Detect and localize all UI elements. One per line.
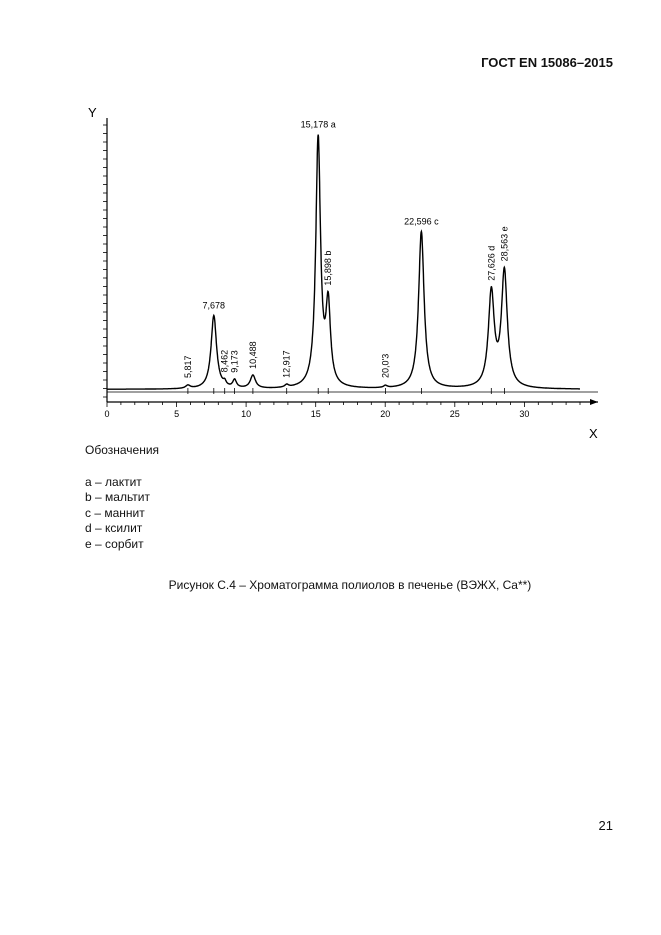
peak-label: 7,678 xyxy=(202,300,226,311)
x-tick-label: 20 xyxy=(380,409,391,419)
peak-label: 8,462 xyxy=(219,349,230,373)
x-tick-label: 30 xyxy=(519,409,530,419)
x-axis-ticks xyxy=(104,402,580,419)
figure-caption: Рисунок С.4 – Хроматограмма полиолов в печенье (ВЭЖХ, Ca**) xyxy=(168,578,532,592)
x-tick-label: 15 xyxy=(310,409,321,419)
x-axis-label: X xyxy=(589,426,598,441)
legend-item: d – ксилит xyxy=(85,521,143,535)
legend-item: e – сорбит xyxy=(85,536,144,551)
legend-item: c – маннит xyxy=(85,505,145,520)
peak-label: 20,0'3 xyxy=(380,353,391,378)
peak-label: 27,626 d xyxy=(486,245,497,281)
peak-label: 5,817 xyxy=(182,355,193,378)
legend-title: Обозначения xyxy=(85,443,160,457)
chromatogram-chart xyxy=(0,0,661,460)
x-tick-label: 0 xyxy=(104,409,110,419)
peak-label: 12,917 xyxy=(281,350,292,378)
peak-label: 10,488 xyxy=(247,341,258,369)
peak-markers xyxy=(188,388,505,394)
peak-label: 9,173 xyxy=(229,350,240,373)
x-tick-label: 5 xyxy=(174,409,180,419)
page-number: 21 xyxy=(598,818,613,833)
x-tick-label: 25 xyxy=(449,409,460,419)
peak-label: 15,178 a xyxy=(300,119,336,130)
peak-label: 22,596 c xyxy=(404,216,439,227)
peak-label: 28,563 e xyxy=(499,226,510,262)
y-axis-label: Y xyxy=(88,105,97,120)
peak-labels xyxy=(183,120,510,378)
legend-item: b – мальтит xyxy=(85,490,150,504)
x-axis-arrow xyxy=(590,399,598,405)
x-tick-label: 10 xyxy=(241,409,252,419)
peak-label: 15,898 b xyxy=(323,250,334,286)
document-id: ГОСТ EN 15086–2015 xyxy=(481,55,613,70)
legend-item: a – лактит xyxy=(85,474,142,489)
legend xyxy=(85,443,159,552)
